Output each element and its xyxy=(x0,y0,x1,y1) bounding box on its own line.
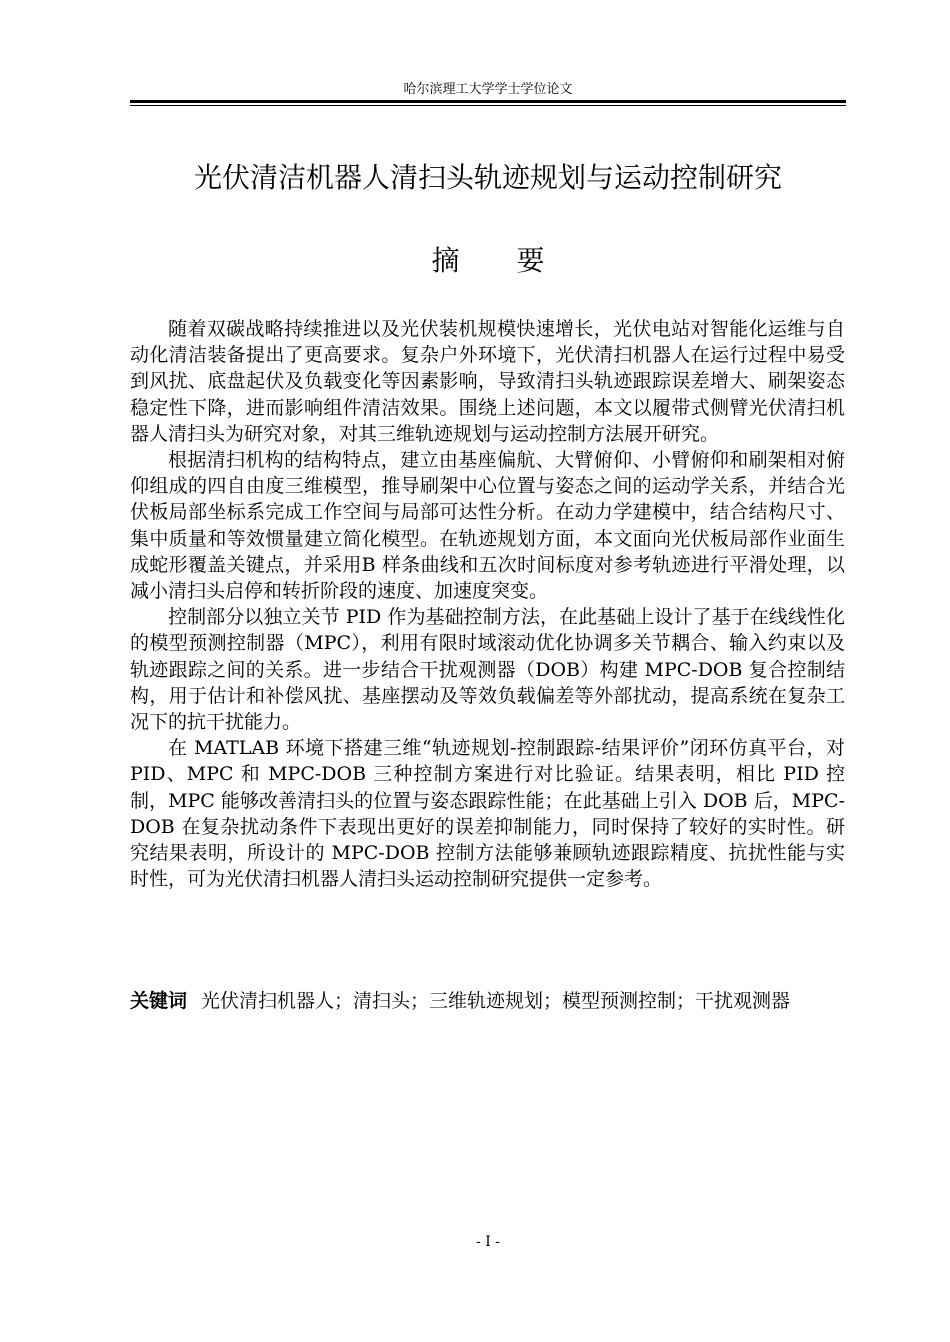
page-number: - I - xyxy=(476,1234,500,1250)
keywords-text: 光伏清扫机器人；清扫头；三维轨迹规划；模型预测控制；干扰观测器 xyxy=(201,990,791,1012)
keywords-label: 关键词 xyxy=(130,990,188,1012)
running-header: 哈尔滨理工大学学士学位论文 xyxy=(403,82,573,97)
abstract-paragraph-2: 根据清扫机构的结构特点，建立由基座偏航、大臂俯仰、小臂俯仰和刷架相对俯仰组成的四自由度三维模型，推导刷架中心位置与姿态之间的运动学关系，并结合光伏板局部坐标系完成工作空间与局部可达性分析。在动力学建模中，结合结构尺寸、集中质量和等效惯量建立简化模型。在轨迹规划方面，本文面向光伏板局部作业面生成蛇形覆盖关键点，并采用B 样条曲线和五次时间标度对参考轨迹进行平滑处理，以减小清扫头启停和转折阶段的速度、加速度突变。 xyxy=(130,449,845,603)
abstract-heading: 摘 要 xyxy=(431,244,569,277)
header-rule-thick xyxy=(130,100,846,103)
abstract-paragraph-1: 随着双碳战略持续推进以及光伏装机规模快速增长，光伏电站对智能化运维与自动化清洁装备提出了更高要求。复杂户外环境下，光伏清扫机器人在运行过程中易受到风扰、底盘起伏及负载变化等因素影响，导致清扫头轨迹跟踪误差增大、刷架姿态稳定性下降，进而影响组件清洁效果。围绕上述问题，本文以履带式侧臂光伏清扫机器人清扫头为研究对象，对其三维轨迹规划与运动控制方法展开研究。 xyxy=(130,318,845,445)
thesis-title: 光伏清洁机器人清扫头轨迹规划与运动控制研究 xyxy=(193,161,782,194)
abstract-paragraph-3: 控制部分以独立关节 PID 作为基础控制方法，在此基础上设计了基于在线线性化的模型预测控制器（MPC），利用有限时域滚动优化协调多关节耦合、输入约束以及轨迹跟踪之间的关系。进一步结合干扰观测器（DOB）构建 MPC-DOB 复合控制结构，用于估计和补偿风扰、基座摆动及等效负载偏差等外部扰动，提高系统在复杂工况下的抗干扰能力。 xyxy=(130,606,845,734)
header-rule-thin xyxy=(130,105,846,106)
keywords-block xyxy=(130,988,845,1014)
abstract-body xyxy=(130,316,845,892)
abstract-paragraph-4: 在 MATLAB 环境下搭建三维“轨迹规划-控制跟踪-结果评价”闭环仿真平台，对 PID、MPC 和 MPC-DOB 三种控制方案进行对比验证。结果表明，相比 PID 控制，MPC 能够改善清扫头的位置与姿态跟踪性能；在此基础上引入 DOB 后，MPC-DOB 在复杂扰动条件下表现出更好的误差抑制能力，同时保持了较好的实时性。研究结果表明，所设计的 MPC-DOB 控制方法能够兼顾轨迹跟踪精度、抗扰性能与实时性，可为光伏清扫机器人清扫头运动控制研究提供一定参考。 xyxy=(130,737,845,891)
